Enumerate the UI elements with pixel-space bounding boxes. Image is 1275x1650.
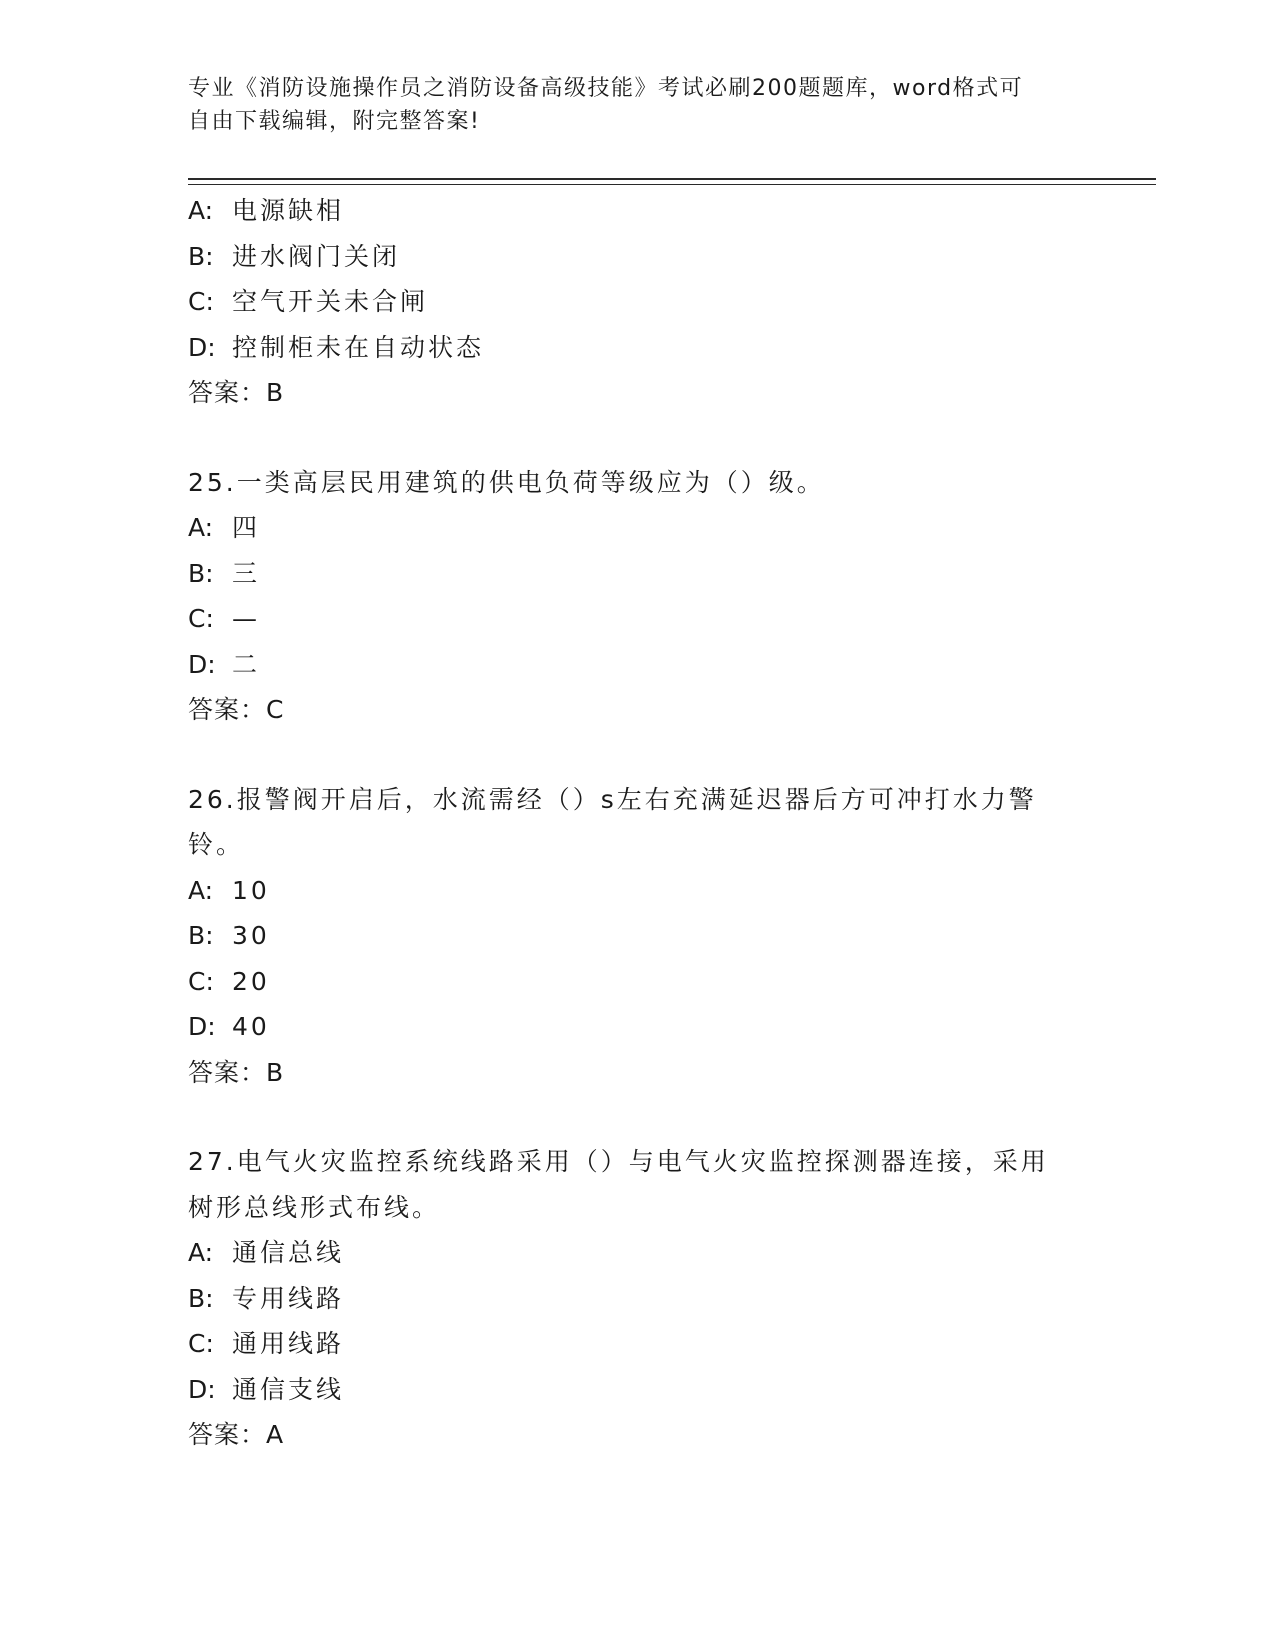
option-text: 40 — [232, 1012, 270, 1041]
option-c — [188, 959, 1088, 1005]
question-block-25 — [188, 460, 1088, 733]
option-b — [188, 913, 1088, 959]
option-b — [188, 234, 1088, 280]
option-text: 空气开关未合闸 — [232, 287, 429, 316]
option-label: D: — [188, 1374, 216, 1404]
option-label: A: — [188, 875, 214, 905]
option-label: B: — [188, 241, 214, 271]
option-text: 控制柜未在自动状态 — [232, 332, 485, 362]
spacer — [188, 733, 1088, 777]
option-text: 电源缺相 — [232, 196, 345, 225]
answer-line: 答案：B — [188, 378, 285, 407]
question-text: 25.一类高层民用建筑的供电负荷等级应为（）级。 — [188, 467, 825, 497]
option-label: B: — [188, 1283, 214, 1313]
option-c — [188, 279, 1088, 325]
option-text: 20 — [232, 966, 270, 996]
option-label: C: — [188, 1329, 214, 1358]
spacer — [188, 1095, 1088, 1139]
header-divider — [188, 178, 1156, 185]
option-text: 通用线路 — [232, 1329, 345, 1358]
option-d — [188, 1004, 1088, 1050]
question-block-24 — [188, 188, 1088, 416]
option-c — [188, 596, 1088, 642]
option-text: 30 — [232, 921, 270, 950]
option-label: C: — [188, 966, 214, 996]
option-text: 进水阀门关闭 — [232, 241, 401, 271]
option-label: D: — [188, 649, 216, 679]
option-label: D: — [188, 1012, 216, 1041]
option-label: A: — [188, 1238, 214, 1267]
option-label: A: — [188, 513, 214, 542]
question-text: 27.电气火灾监控系统线路采用（）与电气火灾监控探测器连接，采用树形总线形式布线。 — [188, 1147, 1049, 1222]
header-line-1: 专业《消防设施操作员之消防设备高级技能》考试必刷200题题库，word格式可 — [188, 76, 1024, 101]
answer-line: 答案：C — [188, 695, 285, 724]
option-a — [188, 868, 1088, 914]
option-text: 四 — [232, 513, 261, 542]
question-block-26 — [188, 777, 1088, 1096]
option-text: 三 — [232, 558, 261, 588]
option-label: A: — [188, 196, 214, 225]
answer-line: 答案：A — [188, 1420, 285, 1449]
question-block-27 — [188, 1139, 1088, 1458]
option-c — [188, 1321, 1088, 1367]
option-a — [188, 1230, 1088, 1276]
option-b — [188, 551, 1088, 597]
option-text: — — [232, 604, 260, 633]
option-d — [188, 642, 1088, 688]
option-d — [188, 325, 1088, 371]
option-label: C: — [188, 287, 214, 316]
option-text: 通信总线 — [232, 1238, 345, 1267]
option-label: B: — [188, 558, 214, 588]
option-d — [188, 1367, 1088, 1413]
option-a — [188, 188, 1088, 234]
option-text: 专用线路 — [232, 1283, 345, 1313]
option-label: C: — [188, 604, 214, 633]
option-text: 通信支线 — [232, 1374, 345, 1404]
answer-line: 答案：B — [188, 1057, 285, 1087]
option-text: 10 — [232, 875, 270, 905]
question-list — [188, 188, 1088, 1458]
option-b — [188, 1276, 1088, 1322]
question-text: 26.报警阀开启后，水流需经（）s左右充满延迟器后方可冲打水力警铃。 — [188, 784, 1037, 859]
document-header — [188, 72, 1068, 138]
option-a — [188, 505, 1088, 551]
spacer — [188, 416, 1088, 460]
option-label: D: — [188, 332, 216, 362]
header-line-2: 自由下载编辑，附完整答案! — [188, 109, 481, 134]
option-label: B: — [188, 921, 214, 950]
option-text: 二 — [232, 649, 261, 679]
